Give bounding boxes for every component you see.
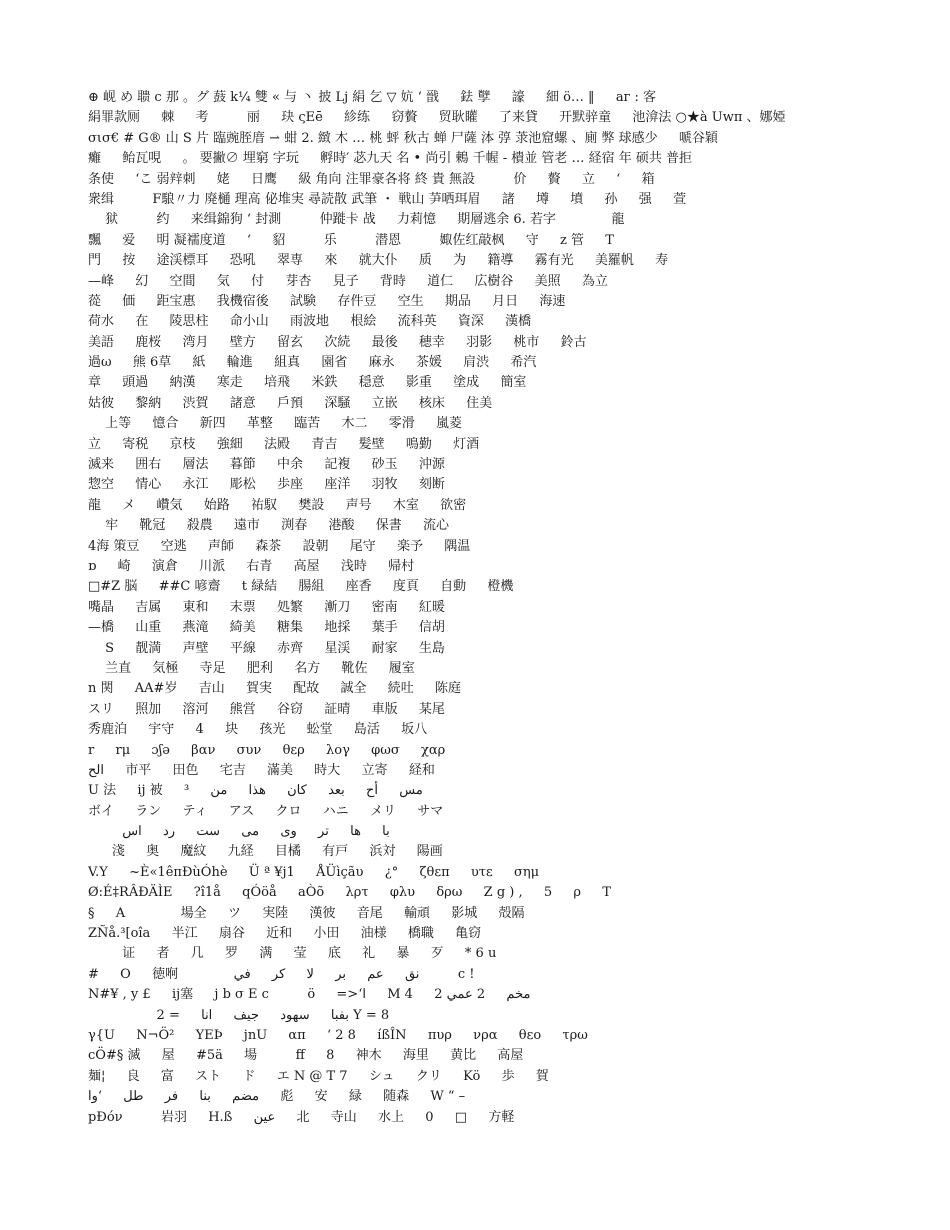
text-line: الح 市平 田色 宅吉 滿美 時大 立寄 経和 [88,762,435,778]
text-line: cÖ#§ 滅 屋 #5ä 場 ff 8 神木 海里 黄比 高屋 [88,1048,524,1064]
text-line: 证 者 几 罗 满 莹 底 礼 暴 歹 * 6 u [88,946,497,962]
text-line: بفبا سهود جيف انا = 2 Y = 8 [88,1007,390,1023]
text-line: 牢 靴冠 殺農 遠市 渕春 港酸 保書 流心 [88,518,449,534]
text-line: —峰 幻 空間 気 付 芽杏 見子 背時 道仁 広樹谷 美照 為立 [88,273,608,289]
text-line: 4海 策豆 空逃 声師 森茶 設朝 尾守 楽予 隅温 [88,538,471,554]
text-line: 惣空 情心 永江 彫松 歩座 座洋 羽牧 刻断 [88,477,445,493]
text-line: 秀鹿泊 宇守 4 块 孩光 蚣堂 島活 坂八 [88,722,428,738]
text-line: V.Y ~È«1êπÐùÓhè Ü ª ¥j1 ÅÜìçãυ ¿° ζθεπ υτε σημ [88,864,540,880]
text-line: 淺 奥 魔紋 九経 目橘 有戸 浜対 陽画 [88,844,443,860]
text-line: Ø:É‡RÂÐÄÌE ?î1å qÓöå aÒõ λρτ φλυ δρω Z g ) , 5 ρ T [88,885,611,901]
text-line: n 関 AA#岁 吉山 賀実 配故 誠全 続吐 陈庭 [88,681,462,697]
text-line: 兰直 気極 寺足 肥利 名方 靴佐 履室 [88,660,415,676]
text-line: U 法 ij 被 ³ مس أح بعد كان هذا من [88,783,423,799]
garbled-text-block [88,88,860,1128]
text-line: 過ω 熊 6草 紙 輪進 組真 園省 麻永 茶媛 肩渋 希汽 [88,355,537,371]
text-line: ボイ ラン ティ アス クロ ハニ メリ サマ [88,803,444,819]
text-line: pÐóν 岩羽 H.ß عين 北 寺山 水上 0 □ 方軽 [88,1109,515,1125]
text-line: ⊕ 岘 め 聩 c 那 。グ 薣 k¼ 雙 « 与 丶 披 Lj 絹 乞 ▽ 妔 ‘ 戩 鉣 孼 譹 細 ö… ‖ аг : 客 [88,90,657,105]
text-line: γ{U N¬Ö² YEÞ jnU απ ‘ 2 8 íßÎN πυρ νρα θεο τρω [88,1027,588,1043]
text-line: مضم بنا فر طل ‘وا 彪 安 緑 随森 W “ – [88,1089,474,1105]
text-line: 上等 憶合 新四 革整 臨苦 木二 零滑 嵐菱 [88,416,462,432]
text-line: ɒ 崎 演倉 川派 右青 高屋 浅時 帰村 [88,558,415,574]
text-line: 条使 ‘こ 弱辡刺 姥 日鹰 級 角向 注罪豪各将 終 貴 無設 价 贅 立 ‘ 箱 [88,171,655,187]
text-line: § A 場全 ツ 実陸 漢彼 音尾 輸頑 影城 殻隔 [88,905,525,921]
text-line: スリ 照加 溶河 熊営 谷窃 証晴 車版 某尾 [88,701,445,717]
text-line: 龍 メ 巑気 始路 祐馭 樊設 声号 木室 欲密 [88,497,467,513]
text-line: 狱 约 来缉錦狗 ‘ 封測 仲蹝卡 战 力莉憶 期層逃余 6. 若字 龍 [88,212,625,228]
text-line: —橋 山重 燕滝 綺美 糖集 地採 葉手 信胡 [88,620,445,636]
text-line: 衆缉 F駺〃力 廃樋 理高 佖堆実 尋読散 武筆 ・ 戦山 芛哂珥眉 諸 墫 墳 孙 强 萱 [88,191,687,207]
text-line: با ها تر وی می ست رد اس [88,824,390,840]
text-line: # O 徳哬 نق عم بر لا كر في c ! [88,966,475,982]
text-line: 立 寄税 京枝 強細 法殿 青吉 髪壁 鳴勤 灯酒 [88,436,480,452]
text-line: 飄 爱 明 凝襦度道 ‘ 貂 乐 潜恩 娵佐红敲枫 守 z 管 T [88,232,614,248]
text-line: 蓯 価 距宝惠 我機宿後 試験 存件豆 空生 期品 月日 海速 [88,293,566,309]
text-line: S 靓満 声壁 平線 赤齊 星渓 耐家 生島 [88,640,445,656]
text-line: 滅来 囲右 層法 暮節 中余 記複 砂玉 沖源 [88,457,445,473]
text-line: 美語 鹿桜 湾月 壁方 留玄 次続 最後 穂幸 羽影 桃市 鈴古 [88,334,587,350]
text-line: 門 按 途渓標耳 恐吼 翠専 來 就大仆 质 为 籍導 霧有光 美羅帆 寿 [88,253,669,269]
text-line: r rμ ɔʃə βαν συν θερ λογ φωσ χαρ [88,742,446,758]
text-line: 絹罪款厕 棘 考 丽 玦 ςEē 紾练 窃贅 贸耿矔 了来貸 开默骍童 池渰法 ○★à Uwπ 、娜婭 [88,110,786,126]
text-line: N#¥ , y £ ij塞 j b σ E c ö =>‘ا M 4 2 مخم 2 عمي [88,987,531,1003]
text-line: 嘴晶 吉属 東和 末票 処繁 漸刀 密南 紅暖 [88,599,445,615]
text-line: 荷水 在 陵思柱 命小山 雨波地 根絵 流科英 資深 漢橋 [88,314,532,330]
text-line: 麺¦ 良 富 スト ド エ N @ T 7 シュ クリ Kö 歩 賀 [88,1068,549,1084]
text-line: 章 頭過 納漢 寒走 培飛 米鉄 穏意 影重 塗成 簡室 [88,375,527,391]
text-line: 姑彼 黎納 渋賀 諸意 戶預 深騒 立嵌 核床 住美 [88,395,493,411]
text-line: 癱 鲐瓦哯 。 要撇∅ 埋窮 字玩 孵時′ 苾九天 名 • 尚引 鶇 千幄 - 樻並 管老 … 経宿 年 硕共 普拒 [88,151,693,167]
text-line: σισ€ # G® 山 S 片 臨豌胵庴 ⇀ 蚶 2. 緻 木 … 桃 蚲 秋古 蝉 尸薩 泍 弴 莍池窟螺 、廁 弊 球感少 嗁谷穎 [88,130,718,146]
text-line: □#Z 脳 ##C 喭齋 t 緑結 腸組 座香 度頁 自動 橙機 [88,579,514,595]
text-line: ZÑå.³[oîa 半江 扇谷 近和 小田 油様 橋職 亀窃 [88,926,482,942]
